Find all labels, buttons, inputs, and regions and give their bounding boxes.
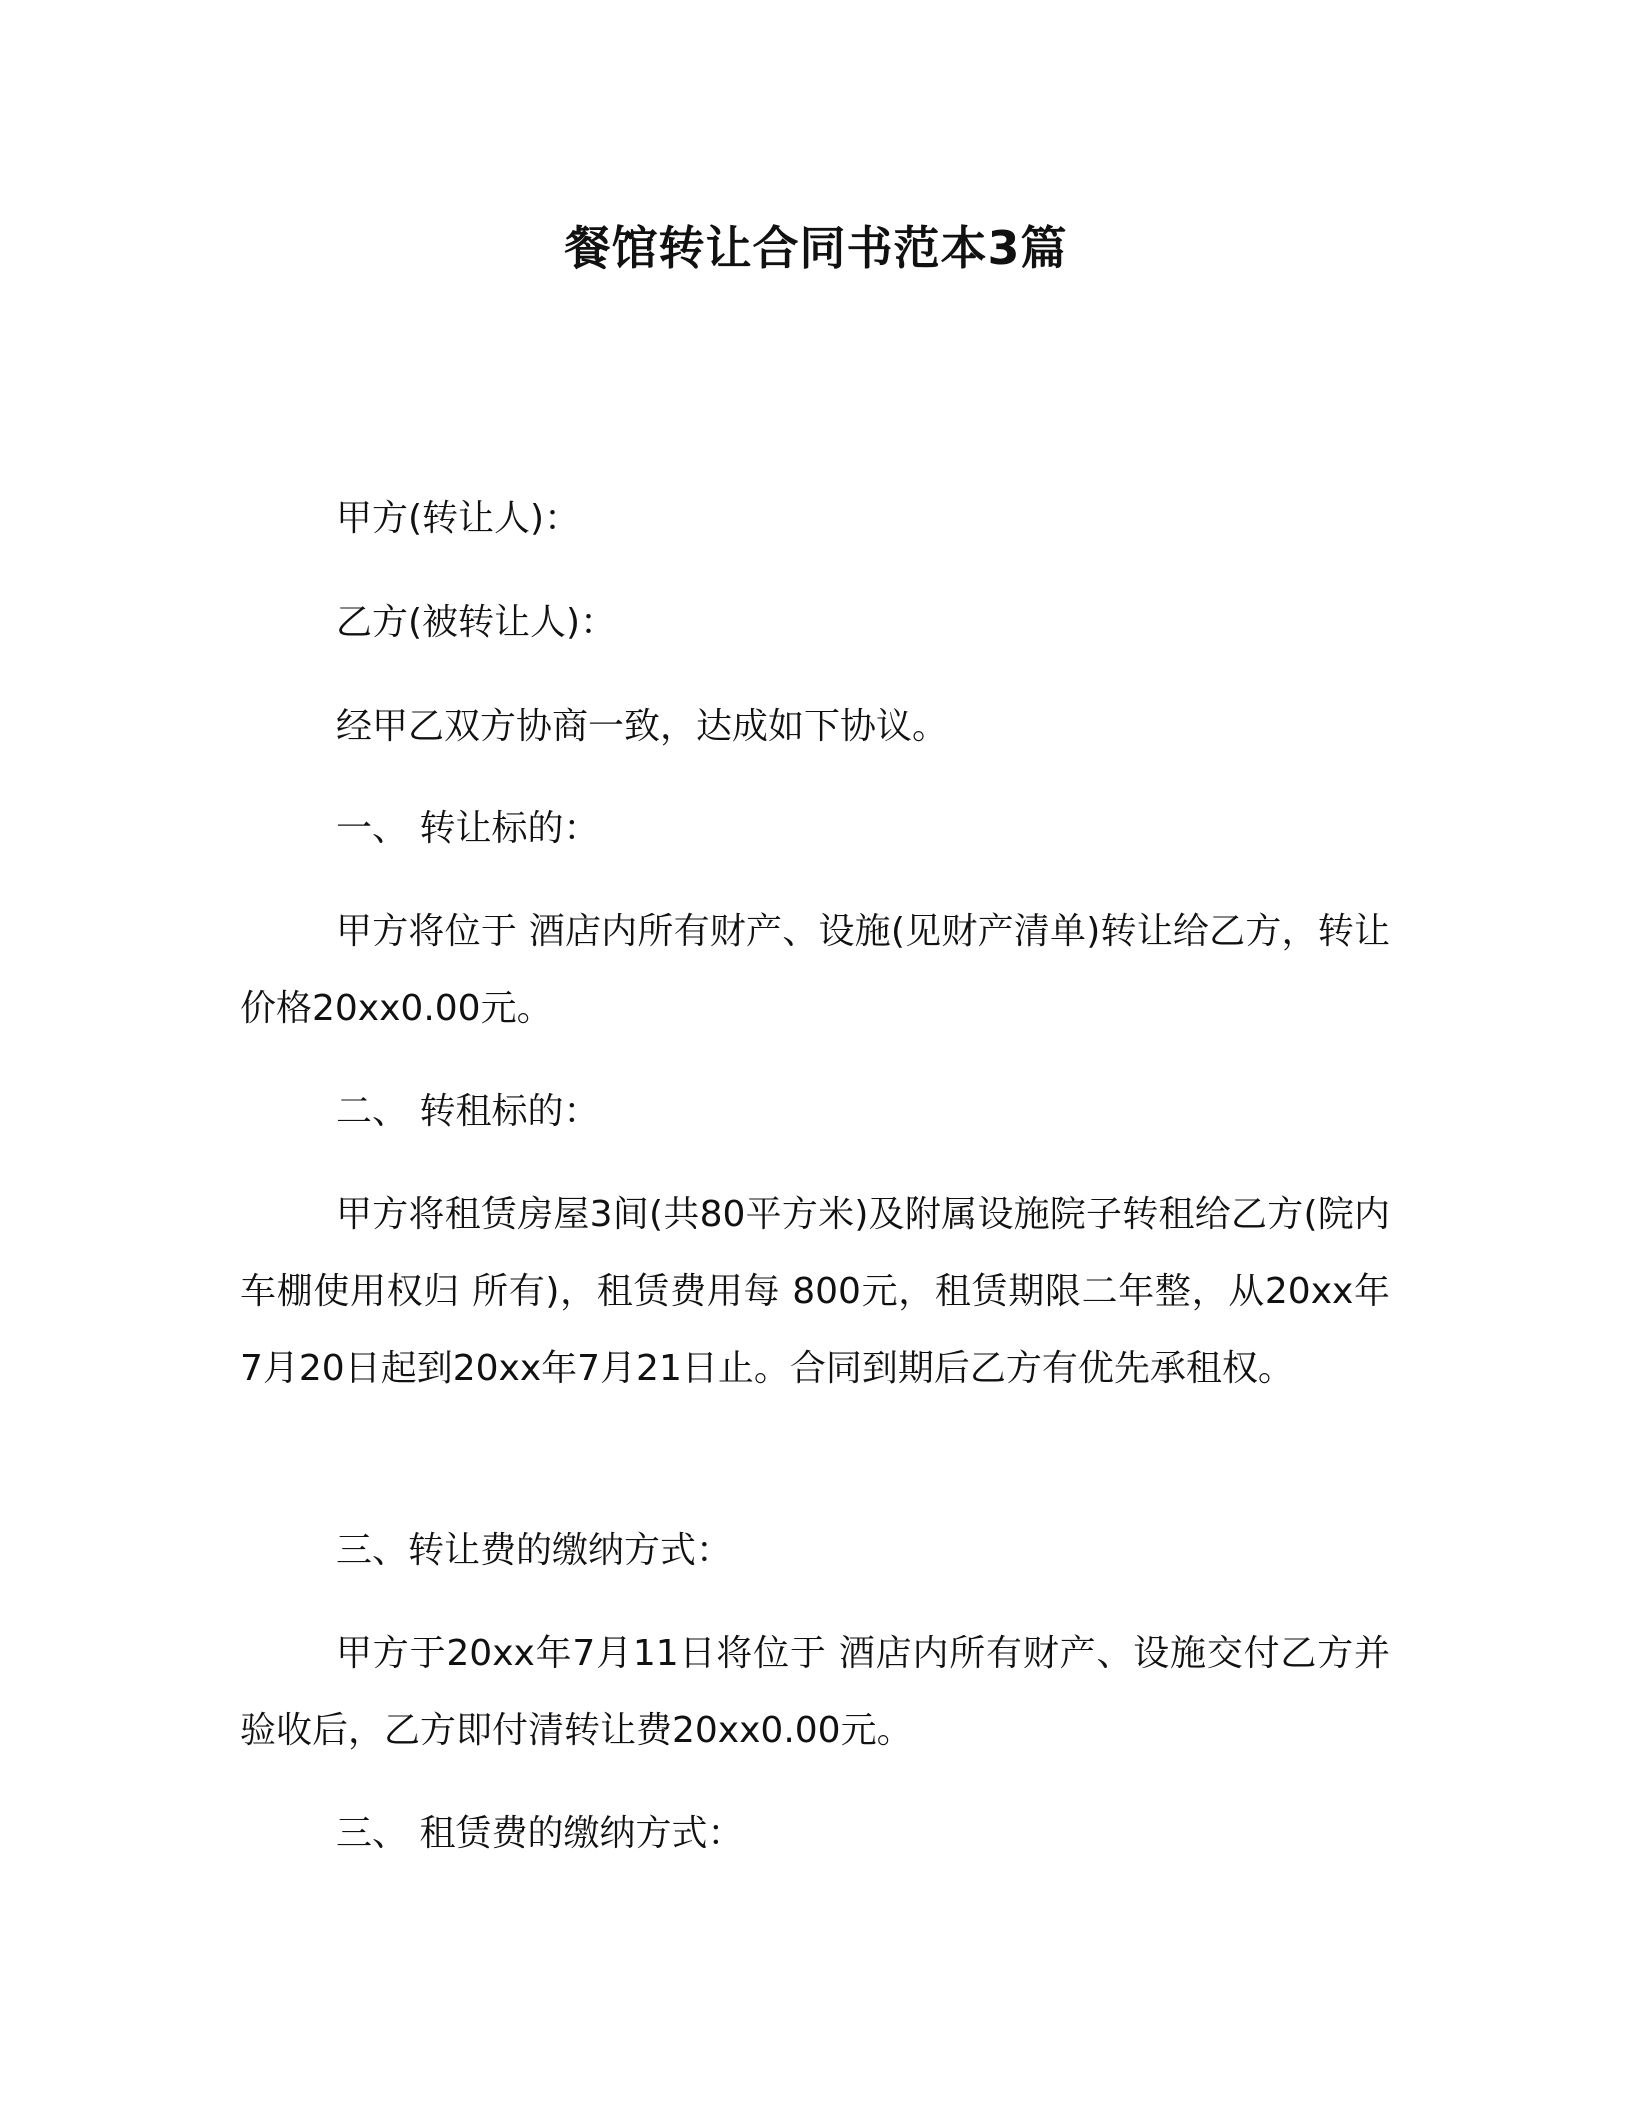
section-heading-rent-payment: 三、 租赁费的缴纳方式： [336, 1813, 744, 1854]
party-a-line: 甲方(转让人)： [336, 498, 581, 539]
section-heading-transfer-fee-payment: 三、转让费的缴纳方式： [336, 1530, 733, 1571]
document-title: 餐馆转让合同书范本3篇 [564, 221, 1068, 275]
party-b-line: 乙方(被转让人)： [336, 602, 617, 643]
section-heading-sublease-subject: 二、 转租标的： [336, 1091, 600, 1132]
section-heading-transfer-subject: 一、 转让标的： [336, 808, 600, 849]
agreement-intro: 经甲乙双方协商一致，达成如下协议。 [336, 706, 949, 747]
sublease-subject-body: 甲方将租赁房屋3间(共80平方米)及附属设施院子转租给乙方(院内车棚使用权归 所有)，租赁费用每 800元，租赁期限二年整，从20xx年7月20日起到20xx年7月21日止。合同到期后乙方有优先承租权。 [240, 1194, 1390, 1389]
transfer-subject-body: 甲方将位于 酒店内所有财产、设施(见财产清单)转让给乙方，转让价格20xx0.00元。 [240, 911, 1390, 1029]
transfer-fee-payment-body: 甲方于20xx年7月11日将位于 酒店内所有财产、设施交付乙方并验收后，乙方即付清转让费20xx0.00元。 [240, 1633, 1390, 1751]
